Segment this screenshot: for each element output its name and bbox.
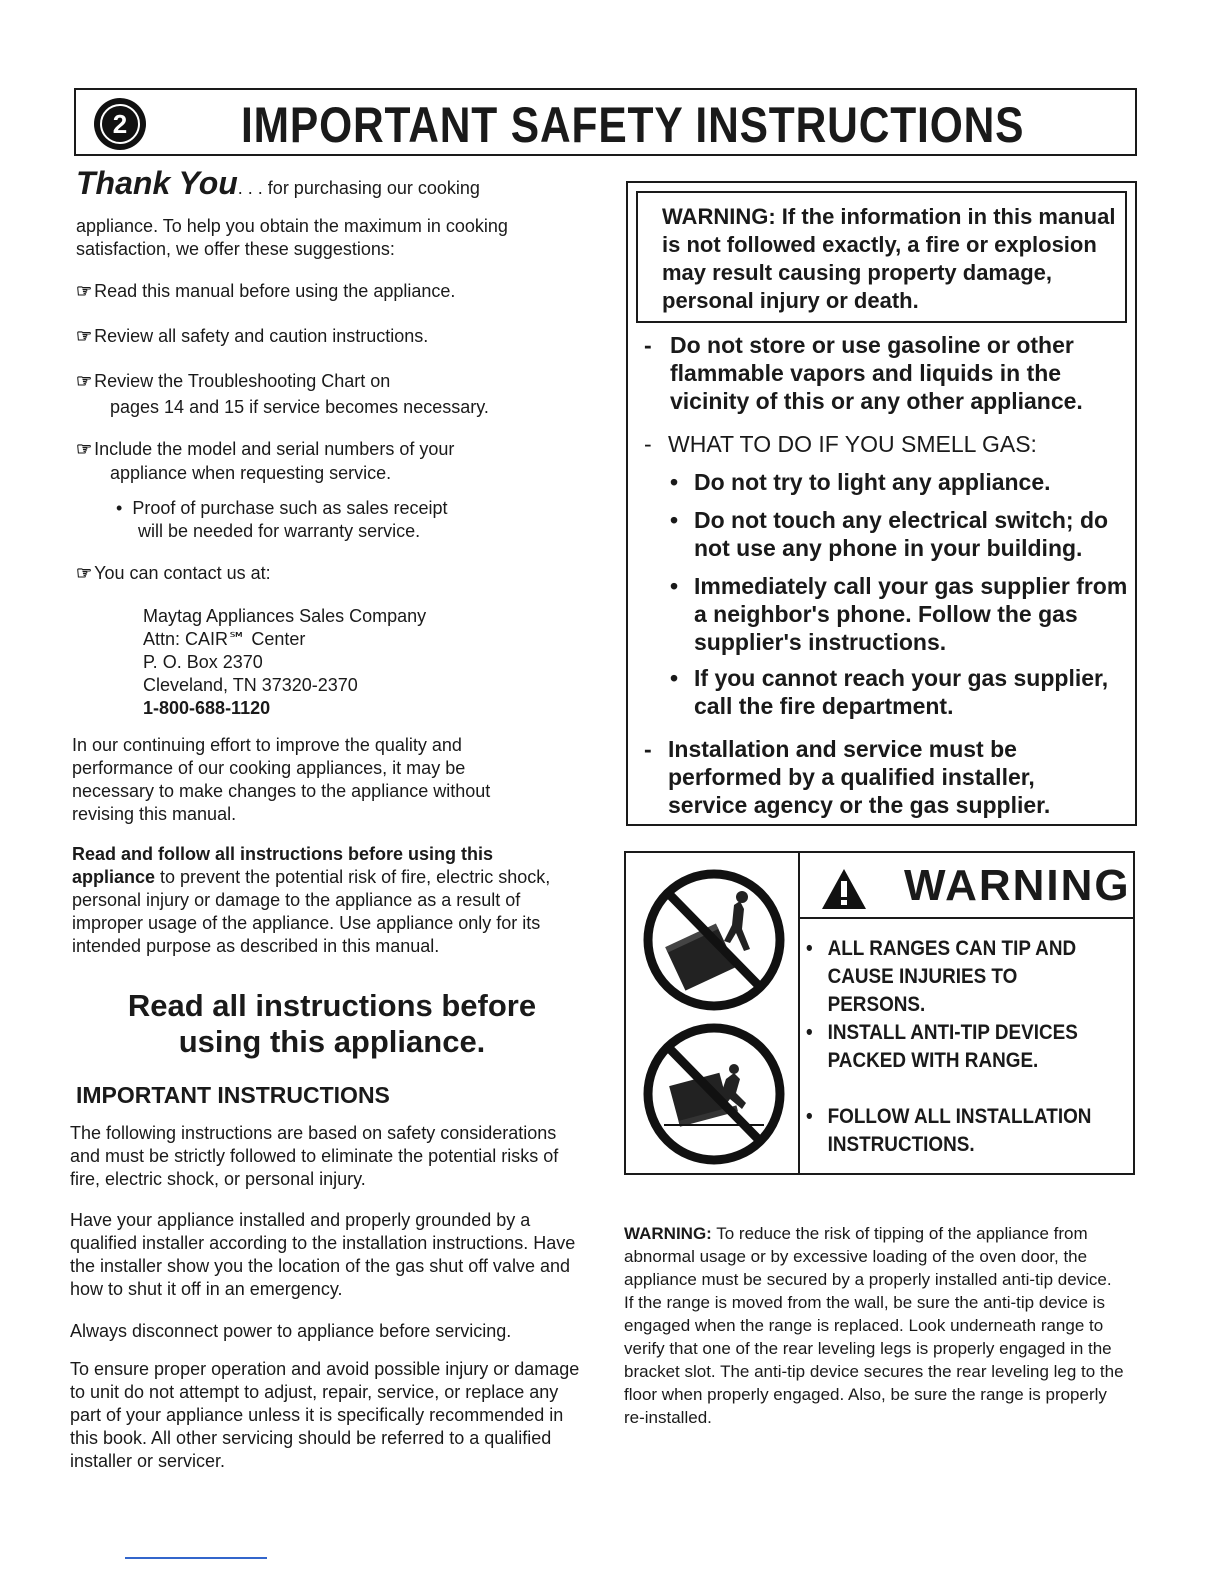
page-header bbox=[74, 88, 1137, 156]
address-city: Cleveland, TN 37320-2370 bbox=[143, 675, 358, 695]
continuing-line3: necessary to make changes to the appliance without bbox=[72, 781, 491, 801]
tip-warning-item-3: • FOLLOW ALL INSTALLATION INSTRUCTIONS. bbox=[806, 1105, 1092, 1156]
pointing-hand-icon: ☞ bbox=[76, 326, 91, 346]
address-phone: 1-800-688-1120 bbox=[143, 698, 271, 718]
anti-tip-warning-paragraph: WARNING: To reduce the risk of tipping of the appliance from abnormal usage or by excessive loading of the oven door, the appliance must be secured by a properly installed anti-tip device. If the range is moved from the wall, be sure the anti-tip device is engaged when the range is replaced. Look underneath range to verify that one of the rear leveling legs is properly engaged in the bracket slot. The anti-tip device secures the rear leveling leg to the floor when properly engaged. Also, be sure the range is properly re-installed. bbox=[624, 1224, 1124, 1427]
read-all-heading: Read all instructions before using this appliance. bbox=[127, 988, 537, 1059]
tip-over-warning-box bbox=[624, 851, 1135, 1175]
gas-bullet-2: • Do not touch any electrical switch; do not use any phone in your building. bbox=[670, 507, 1109, 561]
read-follow-bold: Read and follow all instructions before using this appliance bbox=[72, 844, 494, 887]
address-company: Maytag Appliances Sales Company bbox=[143, 606, 427, 626]
warning-item-gasoline: - Do not store or use gasoline or other flammable vapors and liquids in the vicinity of this or any other appliance. bbox=[644, 332, 1083, 414]
continuing-line2: performance of our cooking appliances, it may be bbox=[72, 758, 466, 778]
thank-you-rest: . . . for purchasing our cooking bbox=[237, 178, 480, 198]
paragraph-operation: To ensure proper operation and avoid possible injury or damage to unit do not attempt to adjust, repair, service, or replace any part of your appliance unless it is specifically recommended in this book. All other servicing should be referred to a qualified installer or servicer. bbox=[70, 1359, 580, 1471]
paragraph-safety: The following instructions are based on safety considerations and must be strictly followed to eliminate the potential risks of fire, electric shock, or personal injury. bbox=[70, 1123, 559, 1189]
address-attn: Attn: CAIR℠ Center bbox=[143, 629, 306, 649]
thank-you-line3: satisfaction, we offer these suggestions: bbox=[76, 239, 395, 259]
tip-contact: ☞ You can contact us at: bbox=[76, 563, 271, 583]
tip-warning-title: WARNING bbox=[904, 861, 1131, 910]
address-po-box: P. O. Box 2370 bbox=[143, 652, 263, 672]
no-tipping-range-icon bbox=[634, 865, 794, 1015]
thank-you-line2: appliance. To help you obtain the maximum in cooking bbox=[76, 216, 508, 236]
sub-bullet-proof: • Proof of purchase such as sales receipt bbox=[116, 498, 448, 518]
pointing-hand-icon: ☞ bbox=[76, 563, 91, 583]
gas-warning-header: WARNING: If the information in this manual is not followed exactly, a fire or explosion may result causing property damage, personal injury or death. bbox=[636, 191, 1127, 323]
thank-you-intro bbox=[76, 165, 596, 201]
tip-read-manual: ☞ Read this manual before using the appliance. bbox=[76, 281, 456, 301]
sub-bullet-proof-line2: will be needed for warranty service. bbox=[138, 521, 421, 541]
thank-you-heading: Thank You bbox=[76, 165, 238, 201]
continuing-line4: revising this manual. bbox=[72, 804, 237, 824]
warning-triangle-icon bbox=[820, 867, 868, 911]
section-number: 2 bbox=[100, 104, 140, 144]
page-title: IMPORTANT SAFETY INSTRUCTIONS bbox=[241, 97, 1025, 153]
tip-warning-item-2: • INSTALL ANTI-TIP DEVICES PACKED WITH RANGE. bbox=[806, 1021, 1078, 1072]
continuing-line1: In our continuing effort to improve the quality and bbox=[72, 735, 462, 755]
tip-troubleshooting: ☞ Review the Troubleshooting Chart on bbox=[76, 371, 391, 391]
pointing-hand-icon: ☞ bbox=[76, 281, 91, 301]
tip-box-divider bbox=[798, 853, 800, 1173]
tip-troubleshooting-line2: pages 14 and 15 if service becomes necessary. bbox=[110, 397, 489, 417]
gas-bullet-4: • If you cannot reach your gas supplier, call the fire department. bbox=[670, 665, 1109, 719]
no-climbing-oven-door-icon bbox=[634, 1019, 794, 1169]
gas-warning-box bbox=[626, 181, 1137, 826]
tip-model-serial-line2: appliance when requesting service. bbox=[110, 463, 392, 483]
tip-warning-item-1: • ALL RANGES CAN TIP AND CAUSE INJURIES TO PERSONS. bbox=[806, 937, 1077, 1016]
paragraph-installed: Have your appliance installed and properly grounded by a qualified installer according to the installation instructions. Have the installer show you the location of the gas shut off valve and how to shut it off in an emergency. bbox=[70, 1210, 576, 1299]
anti-tip-warning-label: WARNING: bbox=[624, 1224, 712, 1243]
footer-rule bbox=[125, 1557, 267, 1559]
tip-review-safety: ☞ Review all safety and caution instructions. bbox=[76, 326, 429, 346]
section-number-badge bbox=[94, 98, 146, 150]
warning-title-underline bbox=[800, 917, 1133, 919]
read-follow-paragraph: Read and follow all instructions before using this appliance to prevent the potential risk of fire, electric shock, personal injury or damage to the appliance as a result of improper usage of the appliance. Use appliance only for its intended purpose as described in this manual. bbox=[72, 844, 551, 956]
gas-bullet-3: • Immediately call your gas supplier from a neighbor's phone. Follow the gas supplier's instructions. bbox=[670, 573, 1128, 655]
pointing-hand-icon: ☞ bbox=[76, 371, 91, 391]
warning-item-smell-gas: - WHAT TO DO IF YOU SMELL GAS: bbox=[644, 431, 1037, 457]
tip-model-serial: ☞ Include the model and serial numbers of your bbox=[76, 439, 455, 459]
paragraph-disconnect: Always disconnect power to appliance before servicing. bbox=[70, 1321, 512, 1341]
warning-item-installation: - Installation and service must be performed by a qualified installer, service agency or the gas supplier. bbox=[644, 736, 1051, 818]
important-instructions-heading: IMPORTANT INSTRUCTIONS bbox=[76, 1082, 390, 1108]
pointing-hand-icon: ☞ bbox=[76, 439, 91, 459]
gas-bullet-1: • Do not try to light any appliance. bbox=[670, 469, 1051, 495]
